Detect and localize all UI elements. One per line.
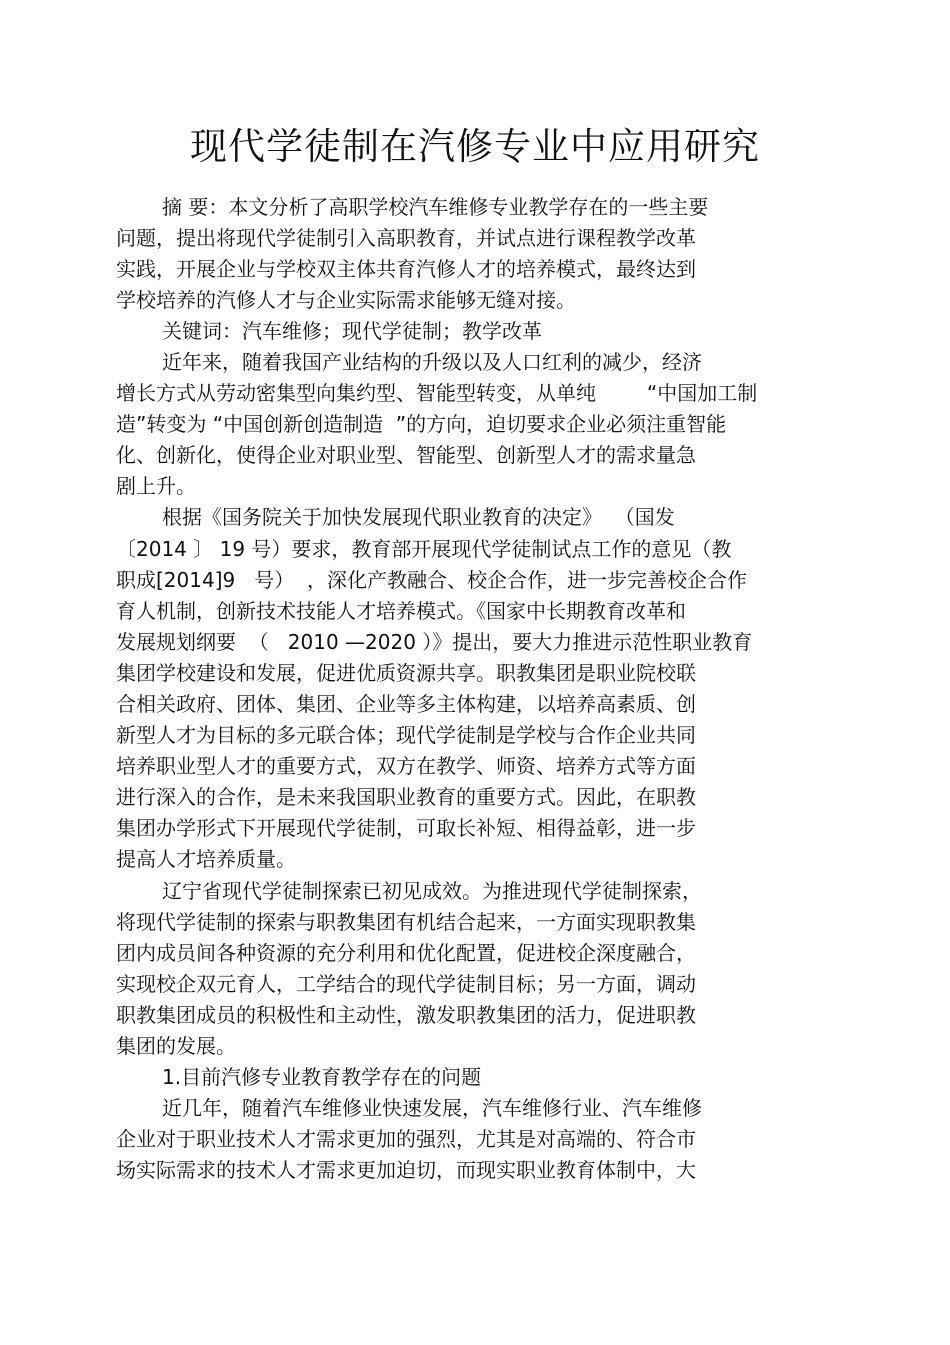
text-line: 合相关政府、团体、集团、企业等多主体构建，以培养高素质、创: [116, 692, 696, 716]
text-line: 进行深入的合作，是未来我国职业教育的重要方式。因此，在职教: [116, 785, 696, 809]
text-line: 职成[2014]9 号） ，深化产教融合、校企合作，进一步完善校企合作: [116, 568, 748, 592]
text-line: 团内成员间各种资源的充分利用和优化配置，促进校企深度融合，: [116, 941, 696, 965]
text-line: 提高人才培养质量。: [116, 847, 296, 871]
text-line: 辽宁省现代学徒制探索已初见成效。为推进现代学徒制探索，: [162, 879, 702, 903]
text-line: 将现代学徒制的探索与职教集团有机结合起来，一方面实现职教集: [116, 910, 696, 934]
text-line: 近年来，随着我国产业结构的升级以及人口红利的减少，经济: [162, 350, 702, 374]
section-heading: 1.目前汽修专业教育教学存在的问题: [162, 1065, 482, 1089]
text-line: 问题，提出将现代学徒制引入高职教育，并试点进行课程教学改革: [116, 226, 696, 250]
text-line: 造”转变为 “中国创新创造制造 ”的方向，迫切要求企业必须注重智能: [116, 412, 727, 436]
text-line: 集团办学形式下开展现代学徒制，可取长补短、相得益彰，进一步: [116, 816, 696, 840]
text-line: 化、创新化，使得企业对职业型、智能型、创新型人才的需求量急: [116, 443, 696, 467]
document-title: 现代学徒制在汽修专业中应用研究: [190, 125, 760, 168]
text-line: 培养职业型人才的重要方式，双方在教学、师资、培养方式等方面: [116, 754, 696, 778]
text-line: 职教集团成员的积极性和主动性，激发职教集团的活力，促进职教: [116, 1003, 696, 1027]
text-line: 实践，开展企业与学校双主体共育汽修人才的培养模式，最终达到: [116, 257, 696, 281]
text-line: 关键词：汽车维修；现代学徒制；教学改革: [162, 319, 542, 343]
text-line: 集团的发展。: [116, 1034, 236, 1058]
text-line: 剧上升。: [116, 474, 196, 498]
text-line: 根据《国务院关于加快发展现代职业教育的决定》 （国发: [162, 505, 675, 529]
text-line: 学校培养的汽修人才与企业实际需求能够无缝对接。: [116, 288, 576, 312]
text-line: 集团学校建设和发展，促进优质资源共享。职教集团是职业院校联: [116, 661, 696, 685]
text-line: 增长方式从劳动密集型向集约型、智能型转变，从单纯 “中国加工制: [116, 381, 758, 405]
text-line: 发展规划纲要 （ 2010 —2020 ）》提出，要大力推进示范性职业教育: [116, 630, 753, 654]
text-line: 实现校企双元育人，工学结合的现代学徒制目标；另一方面，调动: [116, 972, 696, 996]
text-line: 企业对于职业技术人才需求更加的强烈，尤其是对高端的、符合市: [116, 1127, 696, 1151]
text-line: 育人机制，创新技术技能人才培养模式。《国家中长期教育改革和: [116, 599, 686, 623]
text-line: 近几年，随着汽车维修业快速发展，汽车维修行业、汽车维修: [162, 1096, 702, 1120]
text-line: 摘 要：本文分析了高职学校汽车维修专业教学存在的一些主要: [162, 195, 709, 219]
text-line: 新型人才为目标的多元联合体；现代学徒制是学校与合作企业共同: [116, 723, 696, 747]
text-line: 〔2014 〕 19 号）要求，教育部开展现代学徒制试点工作的意见（教: [116, 537, 732, 561]
text-line: 场实际需求的技术人才需求更加迫切，而现实职业教育体制中，大: [116, 1158, 696, 1182]
